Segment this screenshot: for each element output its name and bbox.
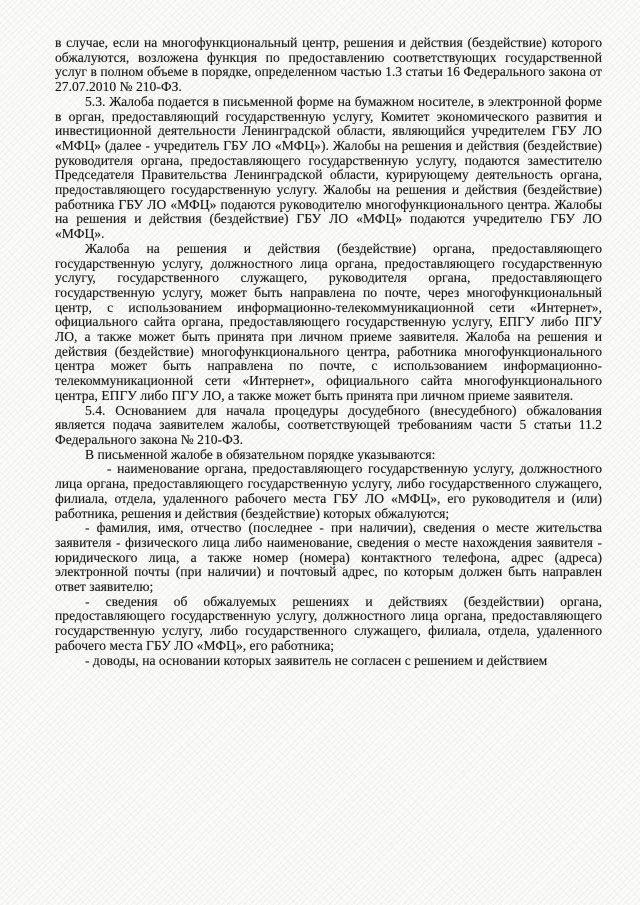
paragraph-5-4: 5.4. Основанием для начала процедуры досудебного (внесудебного) обжалования является подача заявителем жалобы, соответствующей требованиям части 5 статьи 11.2 Федерального закона № 210-ФЗ. — [55, 402, 602, 447]
paragraph-5-3: 5.3. Жалоба подается в письменной форме на бумажном носителе, в электронной форме в орган, предоставляющий государственную услугу, Комитет экономического развития и инвестиционной деятельности Ленинградской области, являющийся учредителем ГБУ ЛО «МФЦ» (далее - учредитель ГБУ ЛО «МФЦ»). Жалобы на решения и действия (бездействие) руководителя органа, предоставляющего государственную услугу, подаются заместителю Председателя Правительства Ленинградской области, курирующему деятельность органа, предоставляющего государственную услугу. Жалобы на решения и действия (бездействие) работника ГБУ ЛО «МФЦ» подаются руководителю многофункционального центра. Жалобы на решения и действия (бездействие) ГБУ ЛО «МФЦ» подаются учредителю ГБУ ЛО «МФЦ». — [55, 93, 602, 242]
paragraph-intro: в случае, если на многофункциональный центр, решения и действия (бездействие) которого обжалуются, возложена функция по предоставлению соответствующих государственной услуг в полном объеме в порядке, определенном частью 1.3 статьи 16 Федерального закона от 27.07.2010 № 210-ФЗ. — [55, 35, 602, 95]
list-item-applicant-details: - фамилия, имя, отчество (последнее - при наличии), сведения о месте жительства заявителя - физического лица либо наименование, сведения о месте нахождения заявителя - юридического лица, а также номер (номера) контактного телефона, адрес (адреса) электронной почты (при наличии) и почтовый адрес, по которым должен быть направлен ответ заявителю; — [55, 520, 602, 595]
list-item-organ-name: - наименование органа, предоставляющего государственную услугу, должностного лица органа, предоставляющего государственную услугу, либо государственного служащего, филиала, отдела, удаленного рабочего места ГБУ ЛО «МФЦ», его руководителя и (или) работника, решения и действия (бездействие) которых обжалуются; — [55, 461, 602, 521]
document-body — [55, 36, 602, 668]
list-item-arguments: - доводы, на основании которых заявитель не согласен с решением и действием — [85, 652, 548, 668]
list-item-appealed-decisions: - сведения об обжалуемых решениях и действиях (бездействии) органа, предоставляющего государственную услугу, должностного лица органа, предоставляющего государственную услугу, либо государственного служащего, филиала, отдела, удаленного рабочего места ГБУ ЛО «МФЦ», его работника; — [55, 593, 602, 653]
paragraph-required-items-heading: В письменной жалобе в обязательном порядке указываются: — [85, 446, 436, 462]
paragraph-complaint-channels: Жалоба на решения и действия (бездействие) органа, предоставляющего государственную услугу, должностного лица органа, предоставляющего государственную услугу, государственного служащего, руководителя органа, предоставляющего государственную услугу, может быть направлена по почте, через многофункциональный центр, с использованием информационно-телекоммуникационной сети «Интернет», официального сайта органа, предоставляющего государственную услугу, ЕПГУ либо ПГУ ЛО, а также может быть принята при личном приеме заявителя. Жалоба на решения и действия (бездействие) многофункционального центра, работника многофункционального центра может быть направлена по почте, с использованием информационно-телекоммуникационной сети «Интернет», официального сайта многофункционального центра, ЕПГУ либо ПГУ ЛО, а также может быть принята при личном приеме заявителя. — [55, 240, 602, 403]
